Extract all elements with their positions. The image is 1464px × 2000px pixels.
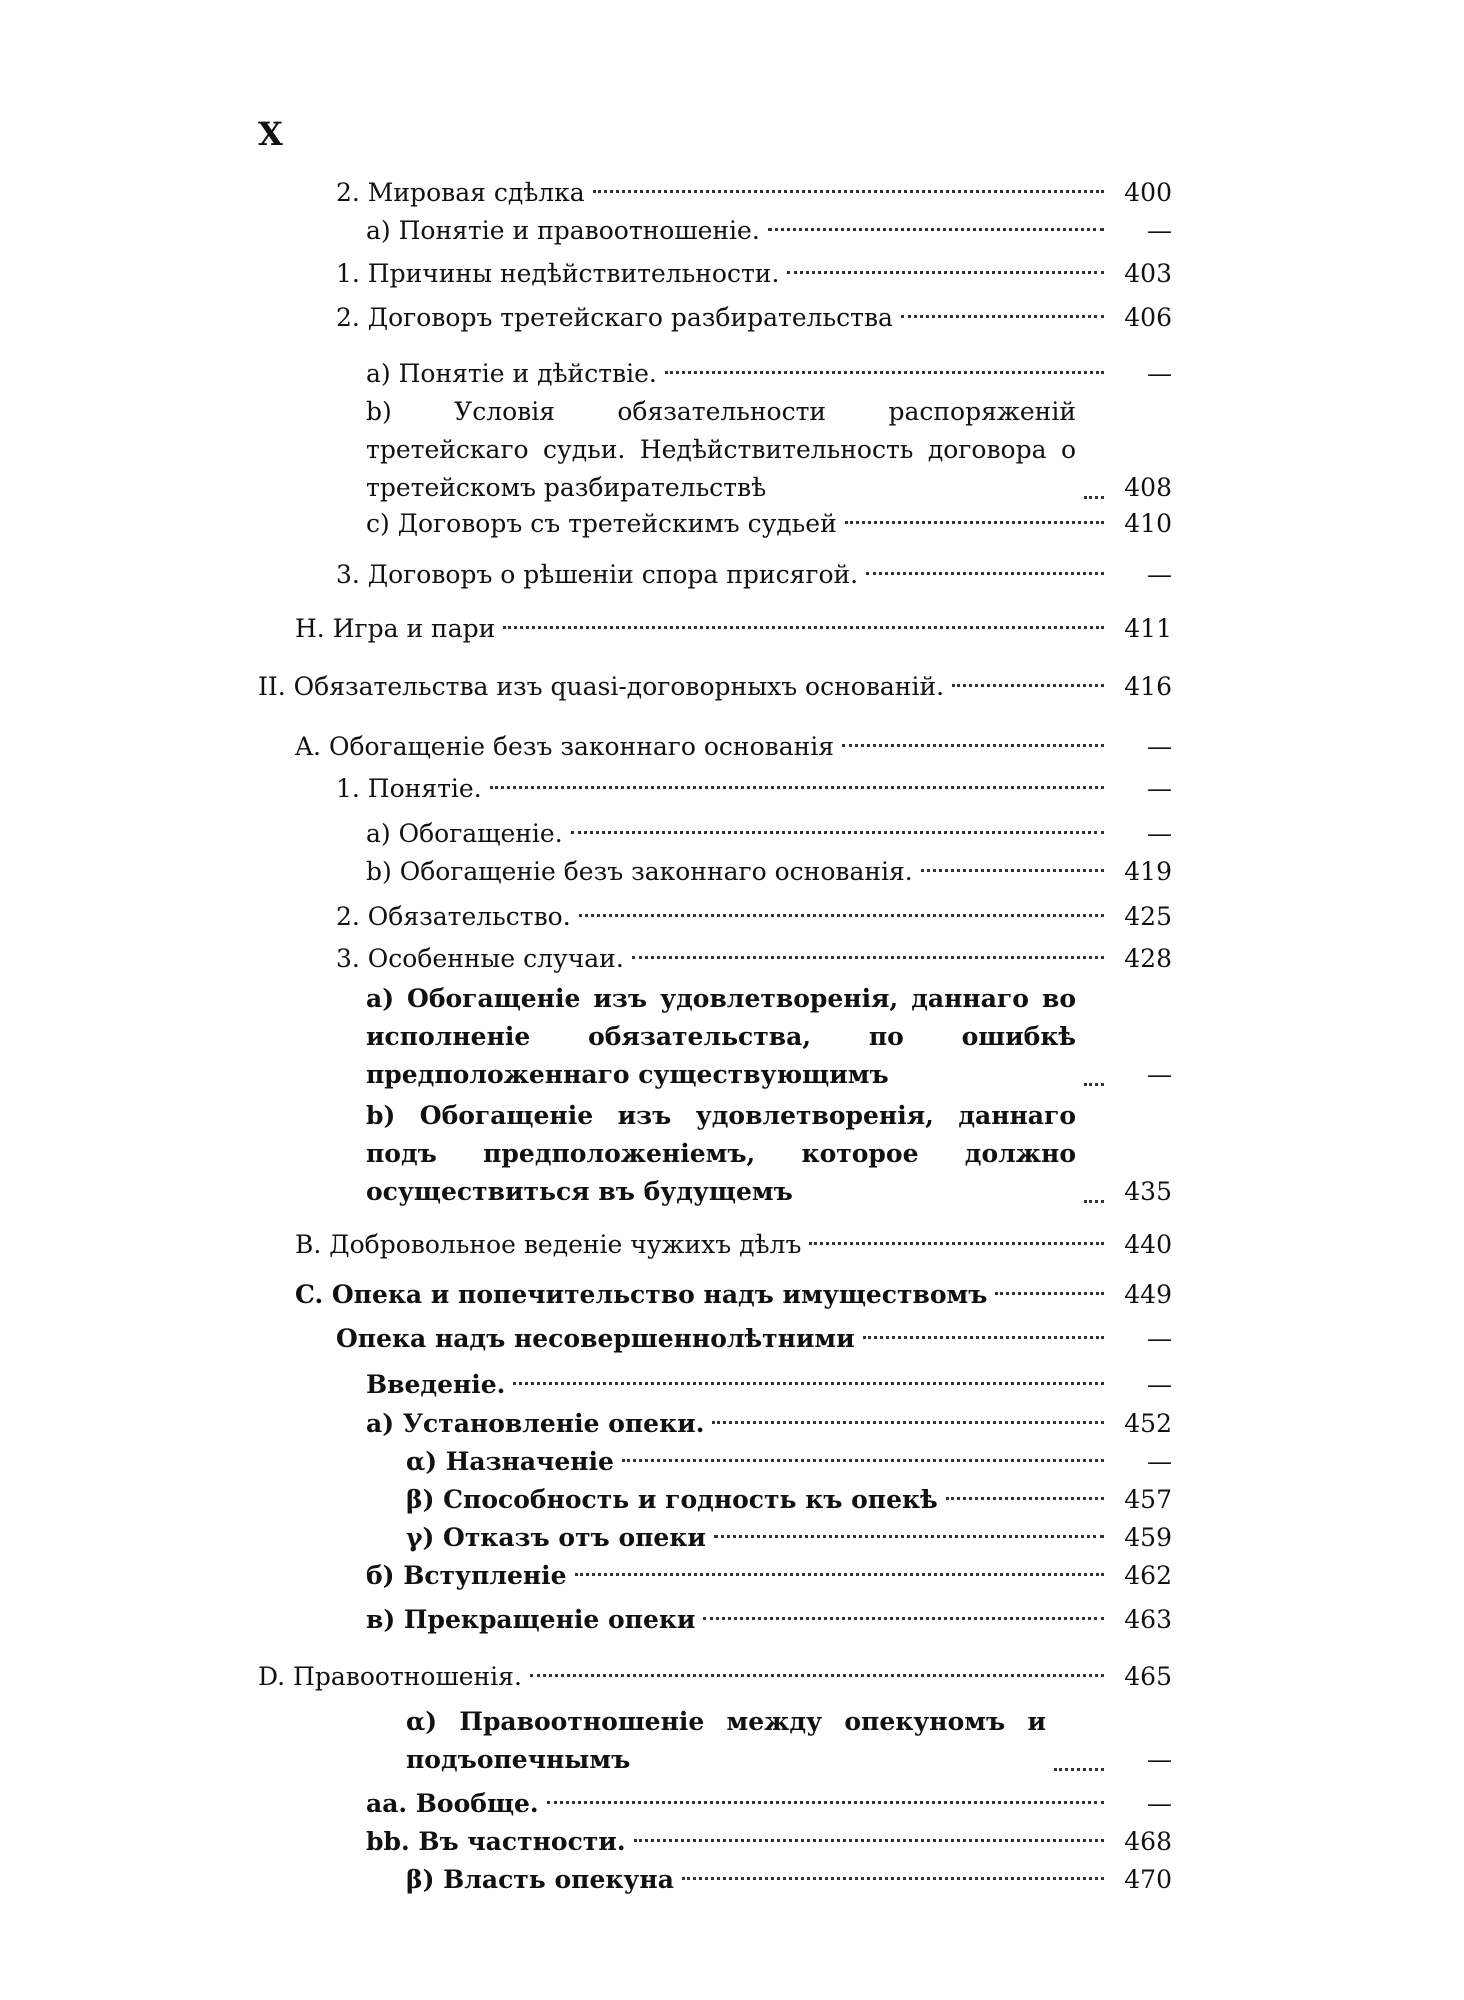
toc-entry (258, 668, 1172, 706)
toc-entry-page: 403 (1124, 259, 1172, 288)
toc-entry (336, 1320, 1172, 1358)
toc-entry-label: б) Вступленіе (366, 1561, 567, 1590)
toc-entry (295, 610, 1172, 648)
toc-entry-label: C. Опека и попечительство надъ имуществомъ (295, 1280, 988, 1309)
toc-entry-page: 449 (1124, 1280, 1172, 1309)
toc-entry-label: b) Условія обязательности распоряженій третейскаго судьи. Недѣйствительность договора о третейскомъ разбирательствѣ (366, 397, 1076, 502)
dot-leader (1084, 496, 1104, 499)
toc-entry-label: H. Игра и пари (295, 614, 496, 643)
toc-entry-page: 425 (1124, 902, 1172, 931)
toc-entry-page: 408 (1124, 473, 1172, 502)
toc-entry-page: 459 (1124, 1523, 1172, 1552)
toc-entry (336, 299, 1172, 337)
toc-entry (336, 556, 1172, 594)
toc-entry-page: 416 (1124, 672, 1172, 701)
toc-entry-page: — (1147, 1324, 1172, 1353)
toc-entry (336, 255, 1172, 293)
toc-entry-page: — (1147, 560, 1172, 589)
dot-leader (714, 1535, 1104, 1538)
toc-entry-page: 435 (1124, 1177, 1172, 1206)
toc-entry (366, 815, 1172, 853)
dot-leader (809, 1242, 1104, 1245)
toc-entry (366, 1405, 1172, 1443)
toc-entry-label: 2. Обязательство. (336, 902, 571, 931)
toc-entry-page: 457 (1124, 1485, 1172, 1514)
toc-entry-label: B. Добровольное веденіе чужихъ дѣлъ (295, 1230, 802, 1259)
toc-entry-page: — (1147, 216, 1172, 245)
toc-entry (366, 1823, 1172, 1861)
toc-entry-label: aa. Вообще. (366, 1789, 539, 1818)
toc-entry-page: — (1147, 1060, 1172, 1089)
dot-leader (622, 1459, 1104, 1462)
dot-leader (703, 1617, 1104, 1620)
toc-entry-label: A. Обогащеніе безъ законнаго основанія (295, 732, 835, 761)
toc-entry (366, 1366, 1172, 1404)
toc-entry-label: a) Понятіе и правоотношеніе. (366, 216, 760, 245)
toc-entry-label: b) Обогащеніе безъ законнаго основанія. (366, 857, 913, 886)
toc-entry (295, 728, 1172, 766)
dot-leader (768, 228, 1104, 231)
toc-entry (366, 393, 1172, 507)
toc-entry (295, 1276, 1172, 1314)
toc-entry-label: II. Обязательства изъ quasi-договорныхъ основаній. (258, 672, 945, 701)
toc-entry (366, 1601, 1172, 1639)
toc-entry-label: α) Назначеніе (406, 1447, 614, 1476)
toc-entry-page: — (1147, 732, 1172, 761)
dot-leader (842, 744, 1104, 747)
toc-entry-page: — (1147, 359, 1172, 388)
toc-entry-page: — (1147, 1447, 1172, 1476)
toc-entry-label: a) Установленіе опеки. (366, 1409, 705, 1438)
dot-leader (952, 684, 1104, 687)
toc-entry (406, 1481, 1172, 1519)
toc-entry-page: — (1147, 1370, 1172, 1399)
toc-entry (366, 212, 1172, 250)
toc-entry (406, 1703, 1172, 1779)
toc-entry (406, 1443, 1172, 1481)
toc-entry-page: — (1147, 819, 1172, 848)
toc-entry-label: 2. Договоръ третейскаго разбирательства (336, 303, 893, 332)
dot-leader (787, 271, 1104, 274)
toc-entry-label: β) Способность и годность къ опекѣ (406, 1485, 938, 1514)
dot-leader (571, 831, 1104, 834)
toc-entry (406, 1861, 1172, 1899)
toc-entry-page: 463 (1124, 1605, 1172, 1634)
toc-entry (406, 1519, 1172, 1557)
toc-entry (295, 1226, 1172, 1264)
toc-entry-label: 1. Понятіе. (336, 774, 482, 803)
dot-leader (995, 1292, 1104, 1295)
toc-entry (366, 1097, 1172, 1211)
toc-entry-label: α) Правоотношеніе между опекуномъ и подъопечнымъ (406, 1707, 1046, 1774)
toc-entry-page: 406 (1124, 303, 1172, 332)
dot-leader (863, 1336, 1104, 1339)
toc-entry-label: 2. Мировая сдѣлка (336, 178, 585, 207)
toc-entry-page: 410 (1124, 509, 1172, 538)
dot-leader (579, 914, 1104, 917)
dot-leader (682, 1877, 1104, 1880)
dot-leader (901, 315, 1104, 318)
dot-leader (490, 786, 1104, 789)
toc-entry-label: b) Обогащеніе изъ удовлетворенія, даннаго подъ предположеніемъ, которое должно осуществиться въ будущемъ (366, 1101, 1076, 1206)
toc-entry-label: γ) Отказъ отъ опеки (406, 1523, 706, 1552)
toc-entry-page: 400 (1124, 178, 1172, 207)
dot-leader (1084, 1083, 1104, 1086)
dot-leader (712, 1421, 1104, 1424)
dot-leader (845, 521, 1104, 524)
toc-entry (366, 980, 1172, 1094)
toc-entry-page: — (1147, 1789, 1172, 1818)
toc-entry-label: 1. Причины недѣйствительности. (336, 259, 780, 288)
toc-entry-page: 465 (1124, 1662, 1172, 1691)
dot-leader (530, 1674, 1104, 1677)
toc-entry (366, 505, 1172, 543)
dot-leader (632, 956, 1104, 959)
toc-entry-page: 428 (1124, 944, 1172, 973)
dot-leader (547, 1801, 1104, 1804)
dot-leader (921, 869, 1104, 872)
toc-entry-page: — (1147, 1745, 1172, 1774)
toc-entry-label: 3. Договоръ о рѣшеніи спора присягой. (336, 560, 859, 589)
dot-leader (593, 190, 1104, 193)
dot-leader (503, 626, 1104, 629)
dot-leader (665, 371, 1104, 374)
toc-entry-label: 3. Особенные случаи. (336, 944, 624, 973)
dot-leader (1084, 1200, 1104, 1203)
dot-leader (1054, 1768, 1104, 1771)
toc-entry-page: 468 (1124, 1827, 1172, 1856)
toc-entry-label: a) Понятіе и дѣйствіе. (366, 359, 657, 388)
toc-entry (366, 853, 1172, 891)
toc-entry (336, 174, 1172, 212)
dot-leader (513, 1382, 1104, 1385)
toc-entry-label: c) Договоръ съ третейскимъ судьей (366, 509, 837, 538)
toc-entry-page: 462 (1124, 1561, 1172, 1590)
dot-leader (946, 1497, 1104, 1500)
toc-entry-label: D. Правоотношенія. (258, 1662, 522, 1691)
toc-entry-label: a) Обогащеніе изъ удовлетворенія, даннаго во исполненіе обязательства, по ошибкѣ предположеннаго существующимъ (366, 984, 1076, 1089)
page-number: X (258, 115, 283, 153)
toc-entry (366, 1785, 1172, 1823)
toc-entry-label: bb. Въ частности. (366, 1827, 626, 1856)
toc-entry-page: 452 (1124, 1409, 1172, 1438)
toc-entry-page: 470 (1124, 1865, 1172, 1894)
toc-entry-page: 411 (1124, 614, 1172, 643)
toc-entry-label: a) Обогащеніе. (366, 819, 563, 848)
toc-entry (336, 898, 1172, 936)
toc-entry-label: β) Власть опекуна (406, 1865, 674, 1894)
toc-entry (336, 770, 1172, 808)
dot-leader (866, 572, 1104, 575)
toc-entry-page: — (1147, 774, 1172, 803)
toc-entry (336, 940, 1172, 978)
toc-entry (366, 355, 1172, 393)
toc-entry-page: 440 (1124, 1230, 1172, 1259)
toc-entry-label: Введеніе. (366, 1370, 506, 1399)
toc-entry (366, 1557, 1172, 1595)
toc-entry-label: в) Прекращеніе опеки (366, 1605, 696, 1634)
dot-leader (575, 1573, 1104, 1576)
dot-leader (634, 1839, 1104, 1842)
toc-entry-label: Опека надъ несовершеннолѣтними (336, 1324, 855, 1353)
toc-entry (258, 1658, 1172, 1696)
toc-entry-page: 419 (1124, 857, 1172, 886)
